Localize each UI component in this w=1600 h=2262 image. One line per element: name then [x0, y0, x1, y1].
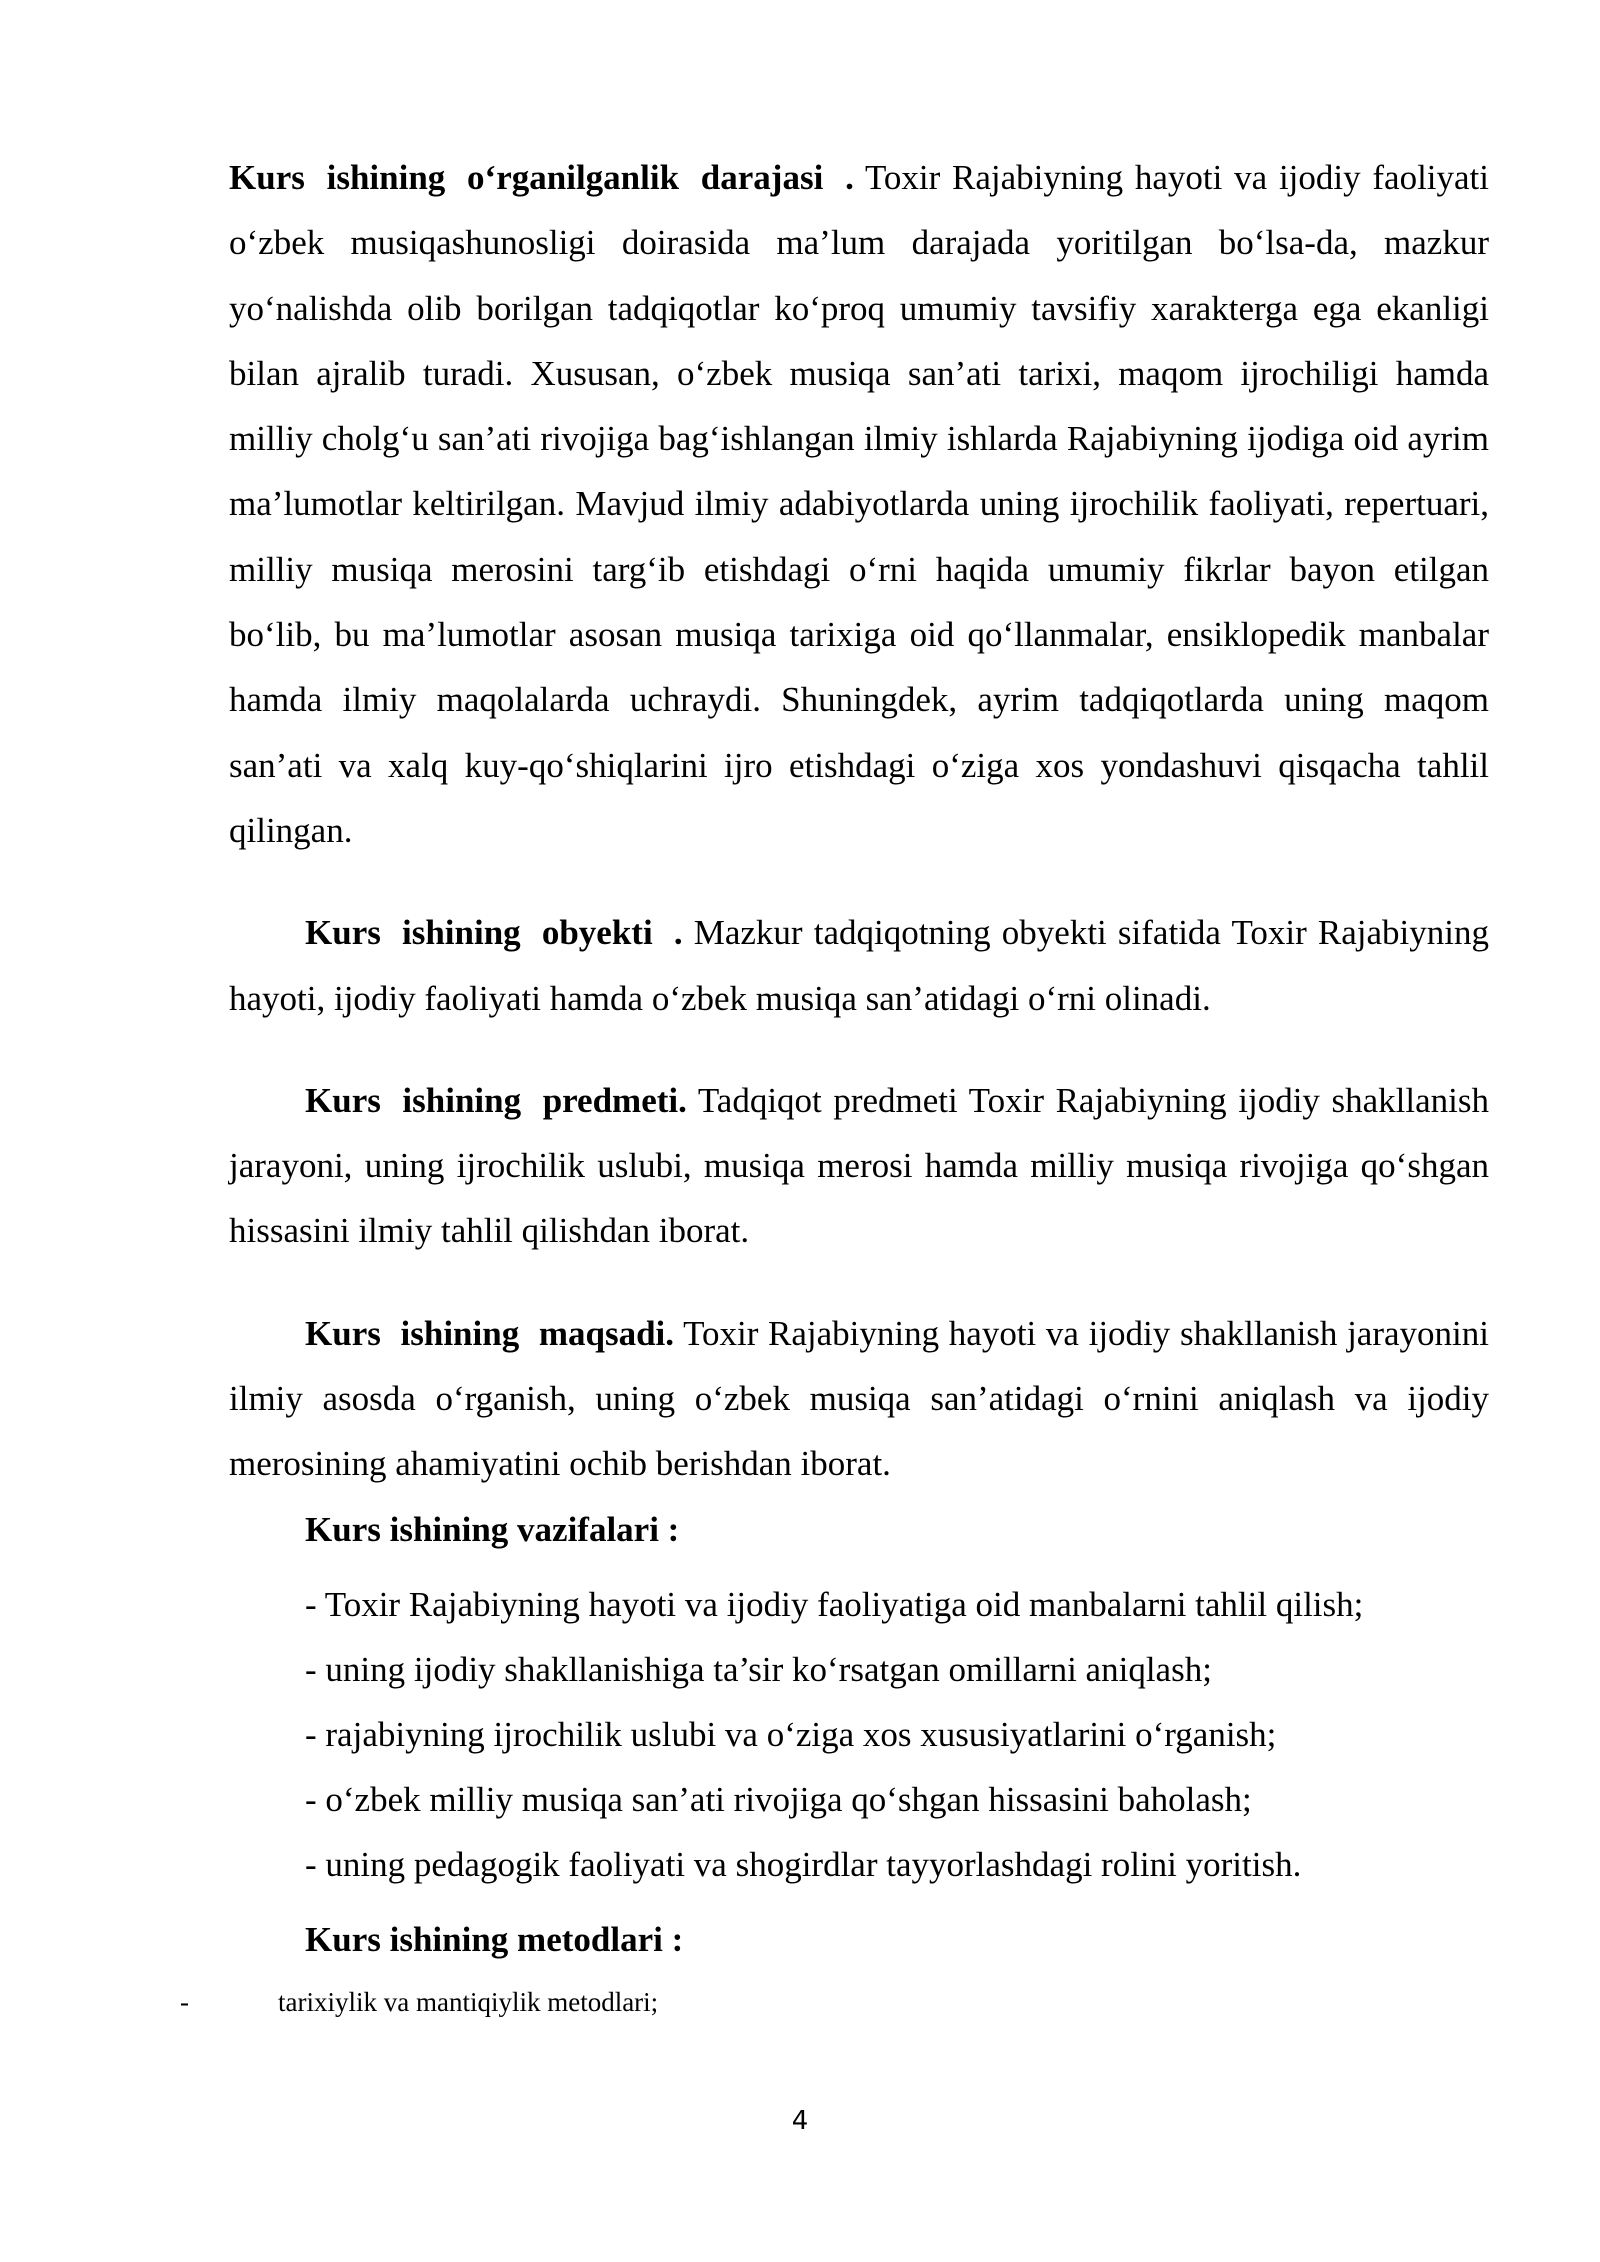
paragraph-lead: Kurs ishining o‘rganilganlik darajasi .	[229, 158, 854, 197]
list-item-text: tarixiylik va mantiqiylik metodlari;	[278, 1986, 659, 2017]
vazifalar-heading: Kurs ishining vazifalari :	[305, 1509, 680, 1549]
vazifalar-list	[229, 1572, 1489, 1897]
page-number: 4	[791, 2106, 809, 2136]
list-item: - uning ijodiy shakllanishiga ta’sir ko‘rsatgan omillarni aniqlash;	[305, 1649, 1212, 1689]
paragraph-predmet	[229, 1068, 1489, 1264]
list-item	[180, 1980, 1489, 2024]
paragraph-text: Tadqiqot predmeti Toxir Rajabiyning ijodiy shakllanish jarayoni, uning ijrochilik uslubi, musiqa merosi hamda milliy musiqa rivojiga qo‘shgan hissasini ilmiy tahlil qilishdan iborat.	[229, 1080, 1489, 1251]
list-item: - o‘zbek milliy musiqa san’ati rivojiga qo‘shgan hissasini baholash;	[305, 1779, 1252, 1819]
document-page	[180, 145, 1490, 2024]
metodlar-list	[180, 1980, 1489, 2024]
paragraph-organilganlik	[229, 145, 1489, 863]
paragraph-lead: Kurs ishining predmeti.	[305, 1080, 687, 1120]
paragraph-lead: Kurs ishining maqsadi.	[305, 1313, 675, 1353]
list-item: - Toxir Rajabiyning hayoti va ijodiy faoliyatiga oid manbalarni tahlil qilish;	[305, 1584, 1364, 1624]
paragraph-text: Toxir Rajabiyning hayoti va ijodiy shakllanish jarayonini ilmiy asosda o‘rganish, uning o‘zbek musiqa san’atidagi o‘rnini aniqlash va ijodiy merosining ahamiyatini ochib berishdan iborat.	[229, 1313, 1489, 1484]
list-item: - uning pedagogik faoliyati va shogirdlar tayyorlashdagi rolini yoritish.	[305, 1844, 1302, 1884]
paragraph-maqsad	[229, 1301, 1489, 1497]
paragraph-text: Mazkur tadqiqotning obyekti sifatida Toxir Rajabiyning hayoti, ijodiy faoliyati hamda o‘zbek musiqa san’atidagi o‘rni olinadi.	[229, 913, 1490, 1018]
paragraph-obyekt	[229, 900, 1489, 1031]
paragraph-text: Toxir Rajabiyning hayoti va ijodiy faoliyati o‘zbek musiqashunosligi doirasida ma’lum darajada yoritilgan bo‘lsa-da, mazkur yo‘nalishda olib borilgan tadqiqotlar ko‘proq umumiy tavsifiy xarakterga ega ekanligi bilan ajralib turadi. Xususan, o‘zbek musiqa san’ati tarixi, maqom ijrochiligi hamda milliy cholg‘u san’ati rivojiga bag‘ishlangan ilmiy ishlarda Rajabiyning ijodiga oid ayrim ma’lumotlar keltirilgan. Mavjud ilmiy adabiyotlarda uning ijrochilik faoliyati, repertuari, milliy musiqa merosini targ‘ib etishdagi o‘rni haqida umumiy fikrlar bayon etilgan bo‘lib, bu ma’lumotlar asosan musiqa tarixiga oid qo‘llanmalar, ensiklopedik manbalar hamda ilmiy maqolalarda uchraydi. Shuningdek, ayrim tadqiqotlarda uning maqom san’ati va xalq kuy-qo‘shiqlarini ijro etishdagi o‘ziga xos yondashuvi qisqacha tahlil qilingan.	[229, 158, 1489, 850]
metodlar-heading: Kurs ishining metodlari :	[305, 1919, 684, 1959]
paragraph-lead: Kurs ishining obyekti .	[305, 913, 683, 953]
list-dash: -	[180, 1986, 189, 2017]
list-item: - rajabiyning ijrochilik uslubi va o‘ziga xos xususiyatlarini o‘rganish;	[305, 1714, 1277, 1754]
